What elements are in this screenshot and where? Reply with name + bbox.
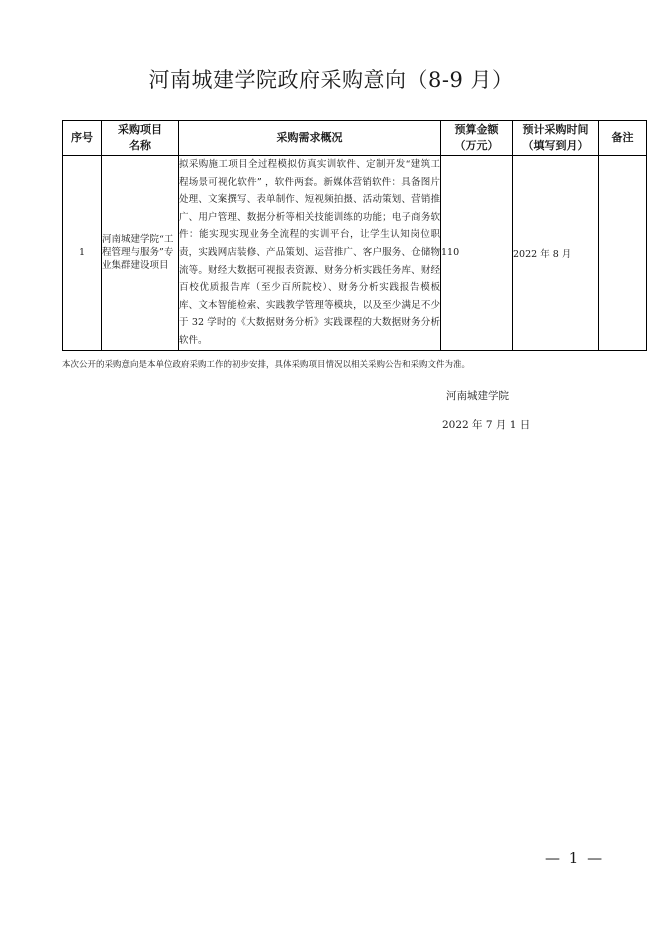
signature-unit: 河南城建学院 — [446, 390, 509, 402]
document-title: 河南城建学院政府采购意向（8-9 月） — [148, 68, 514, 92]
page-number: — 1 — — [545, 849, 605, 867]
table-header-row — [63, 121, 647, 156]
cell-desc: 拟采购施工项目全过程模拟仿真实训软件、定制开发“建筑工程场景可视化软件” ，软件两套。新媒体营销软件：具备图片处理、文案撰写、表单制作、短视频拍摄、活动策划、营销推广、用户管理、数据分析等相关技能训练的功能；电子商务软件：能实现实现业务全流程的实训平台，让学生认知岗位职责，实践网店装修、产品策划、运营推广、客户服务、仓储物流等。财经大数据可视报表资源、财务分析实践任务库、财经百校优质报告库（至少百所院校）、财务分析实践报告模板库、文本智能检索、实践教学管理等模块，以及至少满足不少于 32 学时的《大数据财务分析》实践课程的大数据财务分析软件。 — [179, 156, 441, 351]
cell-budget: 110 — [441, 156, 513, 351]
header-time-text: 预计采购时间（填写到月） — [522, 123, 589, 152]
header-name — [102, 121, 179, 156]
cell-remark — [599, 156, 647, 351]
header-desc: 采购需求概况 — [179, 121, 441, 156]
header-budget — [441, 121, 513, 156]
header-name-text: 采购项目名称 — [118, 123, 162, 152]
signature-date: 2022 年 7 月 1 日 — [442, 419, 531, 431]
cell-name: 河南城建学院“工程管理与服务”专业集群建设项目 — [102, 156, 179, 351]
header-budget-text: 预算金额（万元） — [454, 123, 499, 152]
cell-no: 1 — [63, 156, 102, 351]
header-no: 序号 — [63, 121, 102, 156]
procurement-table — [62, 120, 647, 351]
disclaimer-note: 本次公开的采购意向是本单位政府采购工作的初步安排，具体采购项目情况以相关采购公告和采购文件为准。 — [62, 360, 471, 370]
header-time — [513, 121, 599, 156]
cell-time: 2022 年 8 月 — [513, 156, 599, 351]
header-remark: 备注 — [599, 121, 647, 156]
table-row — [63, 156, 647, 351]
